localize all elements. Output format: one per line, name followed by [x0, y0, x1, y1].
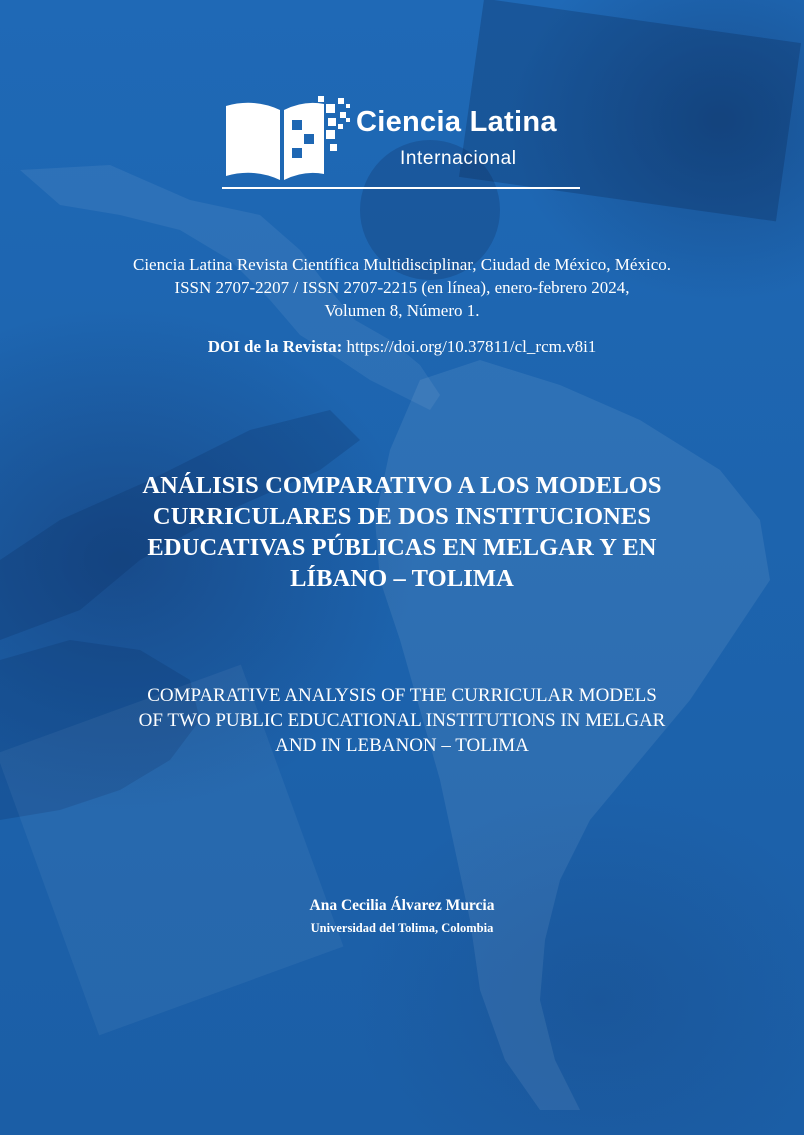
title-es-line-4: LÍBANO – TOLIMA	[290, 565, 514, 592]
title-en-line-1: COMPARATIVE ANALYSIS OF THE CURRICULAR MODELS	[147, 685, 657, 706]
brand-name: Ciencia Latina	[356, 106, 557, 138]
author-name: Ana Cecilia Álvarez Murcia	[309, 897, 495, 914]
title-es-line-1: ANÁLISIS COMPARATIVO A LOS MODELOS	[142, 472, 662, 499]
title-spanish	[80, 470, 724, 594]
title-english	[80, 683, 724, 758]
journal-info	[0, 253, 804, 322]
brand-subtitle: Internacional	[400, 148, 517, 169]
logo-divider	[222, 187, 580, 189]
doi-link[interactable]: https://doi.org/10.37811/cl_rcm.v8i1	[346, 337, 597, 356]
journal-line-1: Ciencia Latina Revista Científica Multidisciplinar, Ciudad de México, México.	[133, 255, 671, 274]
doi-label: DOI de la Revista:	[207, 337, 343, 356]
journal-line-3: Volumen 8, Número 1.	[324, 301, 480, 320]
journal-doi	[0, 337, 804, 357]
journal-logo	[222, 94, 582, 194]
title-es-line-2: CURRICULARES DE DOS INSTITUCIONES	[152, 503, 652, 530]
journal-line-2: ISSN 2707-2207 / ISSN 2707-2215 (en línea), enero-febrero 2024,	[174, 278, 630, 297]
title-en-line-2: OF TWO PUBLIC EDUCATIONAL INSTITUTIONS IN MELGAR	[138, 710, 666, 731]
open-book-pixel-icon	[222, 94, 352, 186]
author-affiliation: Universidad del Tolima, Colombia	[310, 921, 494, 935]
title-en-line-3: AND IN LEBANON – TOLIMA	[275, 735, 529, 756]
title-es-line-3: EDUCATIVAS PÚBLICAS EN MELGAR Y EN	[147, 534, 657, 561]
